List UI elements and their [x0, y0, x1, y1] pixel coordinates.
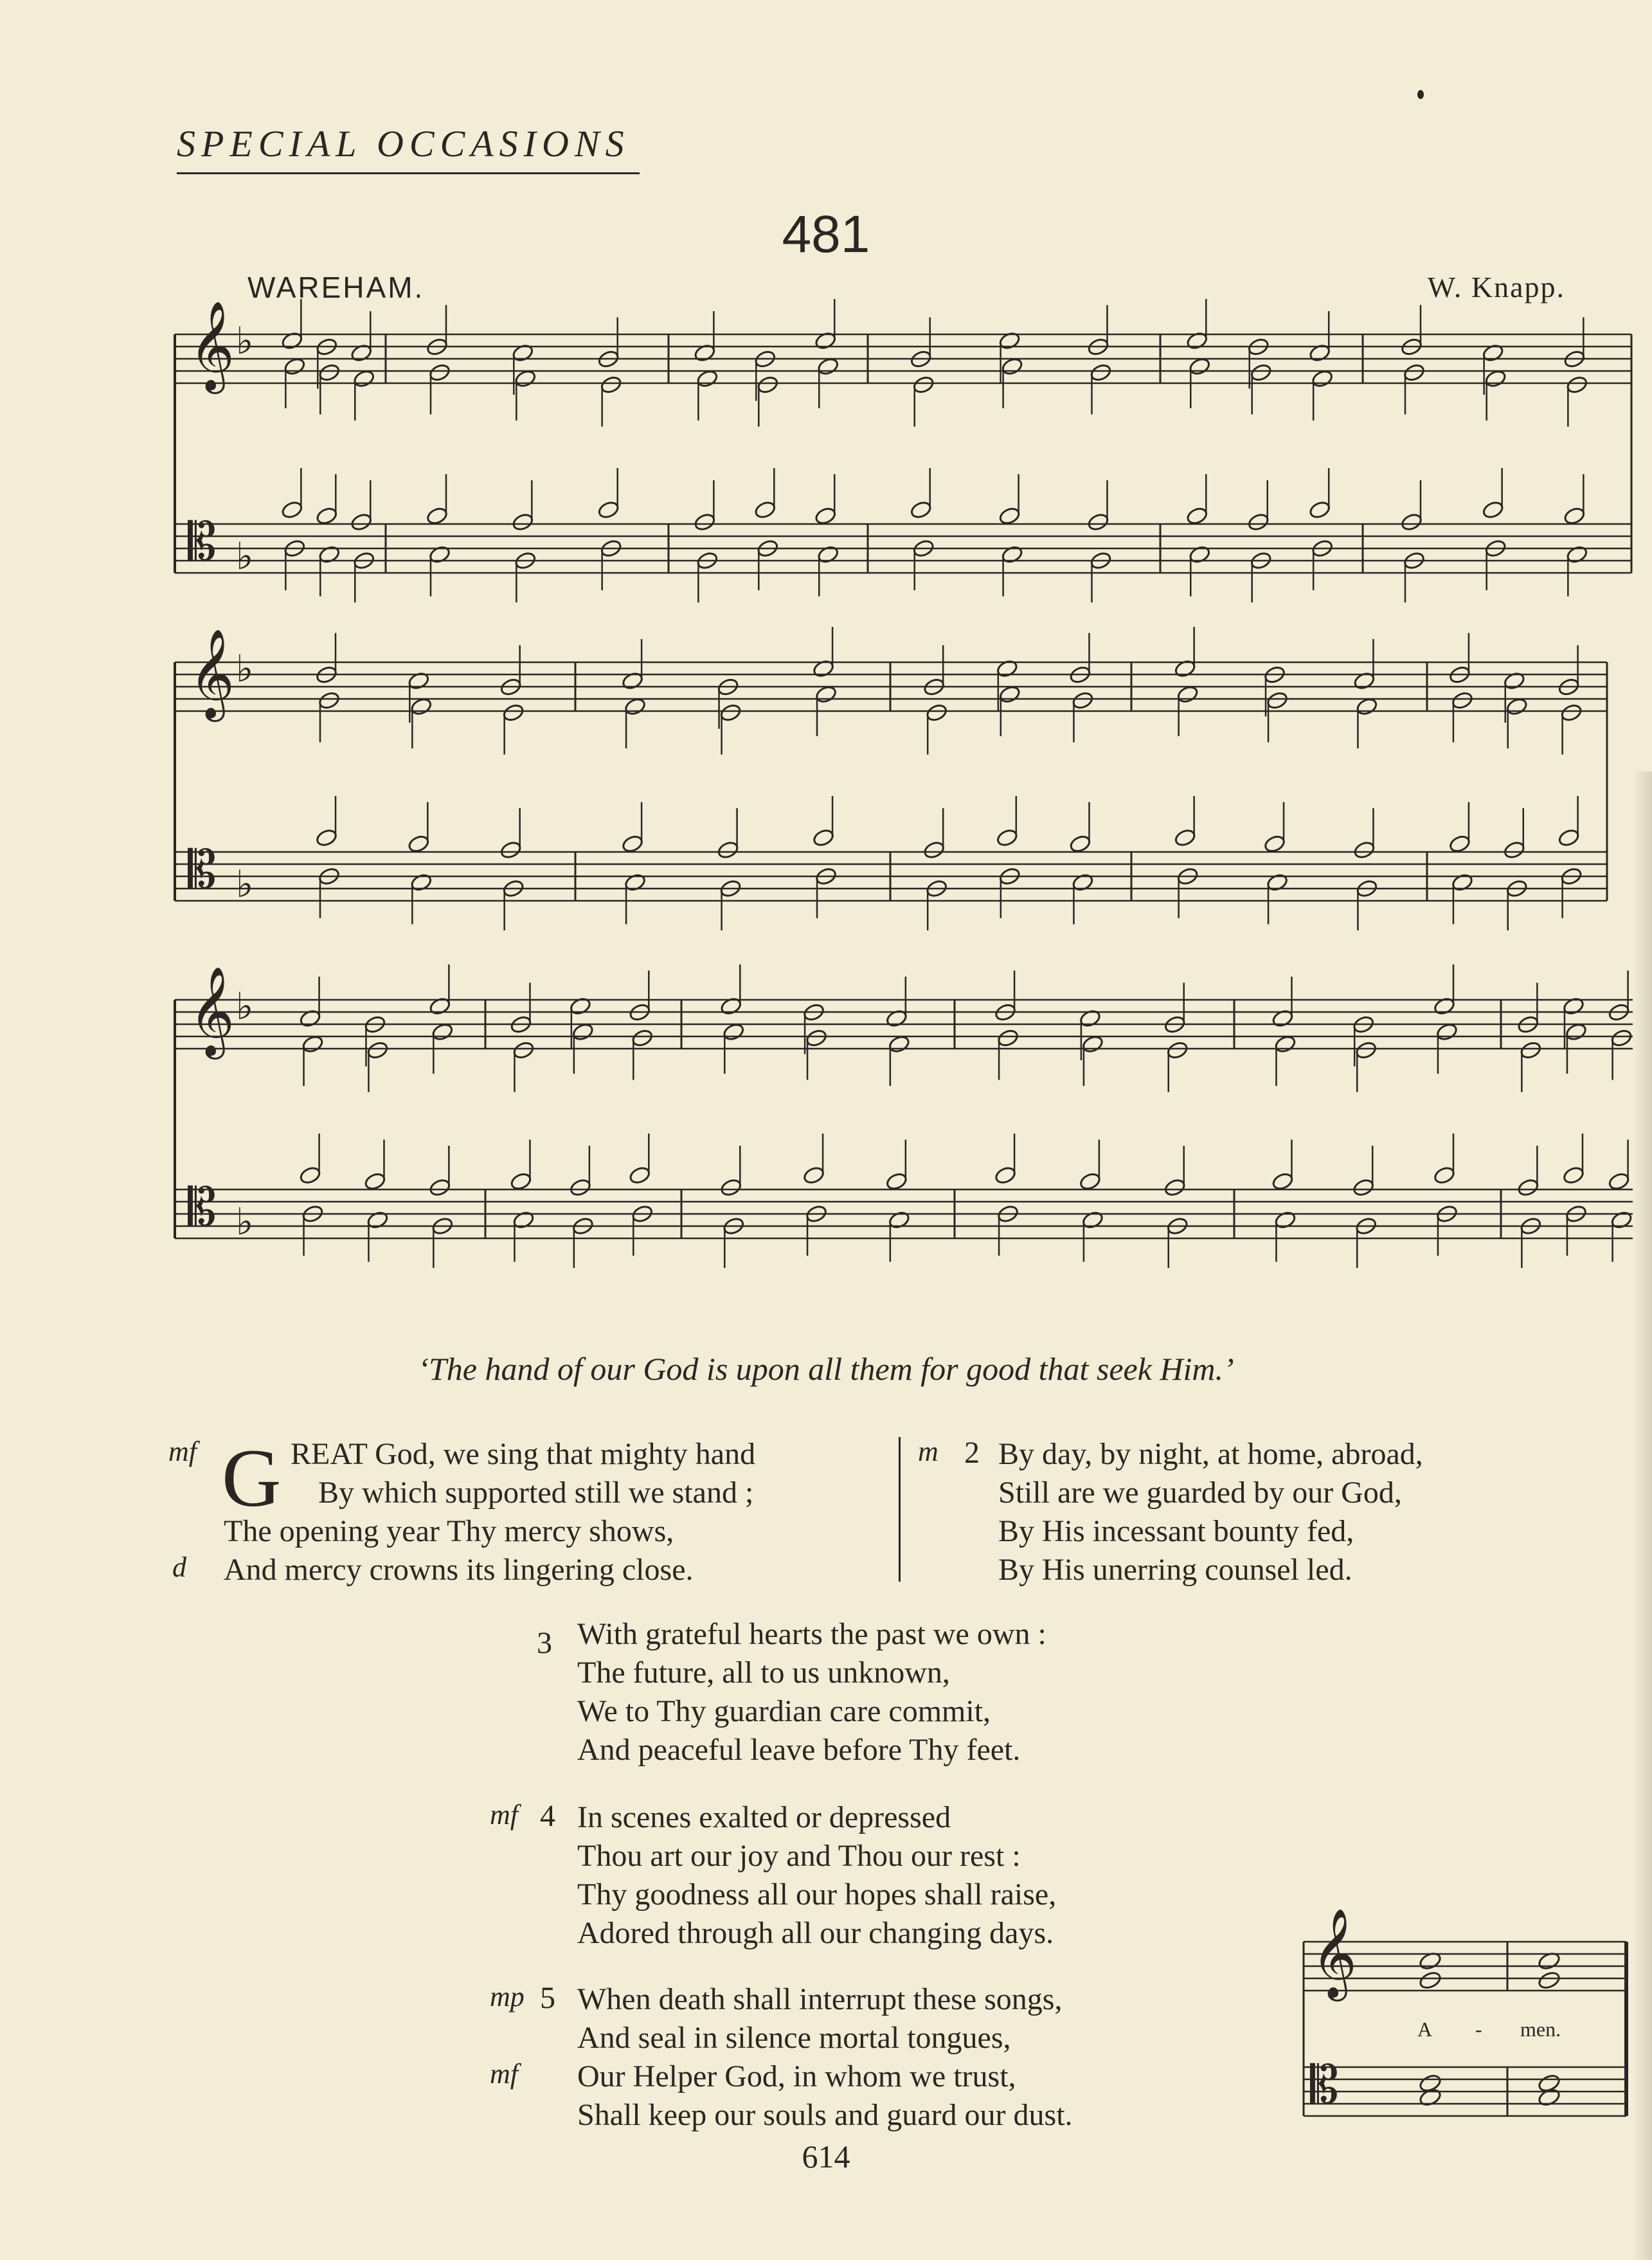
tenor-note	[499, 840, 523, 860]
tenor-note	[922, 840, 946, 860]
verse1-dynamic: mf	[168, 1436, 197, 1467]
bass-note	[1072, 872, 1095, 892]
verse-5: When death shall interrupt these songs, And seal in silence mortal tongues, Our Helper God, in whom we trust, Shall keep our souls and guard our dust.	[577, 1982, 1073, 2132]
tenor-note	[408, 834, 431, 854]
tenor-note	[426, 506, 449, 526]
alto-note	[1520, 1040, 1543, 1060]
alto-note	[1566, 375, 1589, 395]
tenor-note	[315, 506, 338, 526]
tenor-note	[429, 1178, 452, 1198]
tenor-note	[1400, 512, 1423, 532]
bass-note	[1188, 545, 1211, 565]
tenor-note	[1433, 1166, 1456, 1186]
bass-note	[624, 872, 647, 892]
verse5-line3-dynamic: mf	[490, 2058, 518, 2090]
tune-name: WAREHAM.	[247, 271, 425, 304]
flat-sign: ♭	[236, 647, 254, 691]
tenor-note	[802, 1166, 825, 1186]
tenor-note	[1503, 840, 1526, 860]
alto-note	[512, 1040, 535, 1060]
tenor-note	[1563, 506, 1586, 526]
alto-note	[1166, 1040, 1189, 1060]
alto-note	[1560, 703, 1583, 723]
treble-clef: 𝄞	[1311, 1908, 1357, 1998]
alto-note	[1354, 1040, 1378, 1060]
verse3-number: 3	[537, 1626, 552, 1660]
page-number: 614	[802, 2138, 850, 2174]
verse4-number: 4	[540, 1799, 555, 1833]
alto-note	[366, 1040, 390, 1060]
bass-note	[816, 545, 839, 565]
bass-note	[1451, 872, 1474, 892]
bass-note	[1001, 545, 1024, 565]
verse4-dynamic: mf	[490, 1799, 518, 1831]
tenor-note	[281, 500, 304, 520]
amen-syllable-a: A	[1417, 2018, 1433, 2041]
alto-note	[912, 375, 935, 395]
tenor-note	[1558, 828, 1581, 848]
tenor-note	[1079, 1171, 1102, 1191]
alto-note	[1266, 691, 1289, 710]
tenor-note	[996, 828, 1019, 848]
alto-note	[1451, 691, 1474, 710]
alto-note	[756, 375, 779, 395]
verse-1-line-2: By which supported still we stand ;	[318, 1476, 754, 1510]
page-edge-shadow	[1633, 772, 1652, 2260]
verse-4: In scenes exalted or depressed Thou art our joy and Thou our rest : Thy goodness all our hopes shall raise, Adored through all our changing days.	[577, 1800, 1057, 1950]
amen-note	[1537, 1970, 1561, 1991]
tenor-note	[994, 1166, 1017, 1186]
hymn-number: 481	[782, 205, 870, 264]
section-title: SPECIAL OCCASIONS	[177, 123, 630, 165]
tenor-note	[1562, 1166, 1585, 1186]
tenor-note	[694, 512, 717, 532]
bass-note	[888, 1210, 911, 1230]
tenor-note	[1263, 834, 1286, 854]
bass-note	[1266, 872, 1289, 892]
verse2-number: 2	[964, 1436, 980, 1470]
alto-note	[318, 363, 341, 383]
alto-note	[1403, 363, 1426, 383]
bass-note	[366, 1210, 390, 1230]
tenor-note	[814, 506, 837, 526]
alto-note	[1610, 1028, 1633, 1048]
treble-clef: 𝄞	[189, 966, 235, 1056]
flat-sign: ♭	[236, 534, 254, 578]
tenor-note	[1482, 500, 1505, 520]
tenor-note	[364, 1171, 387, 1191]
alto-note	[1090, 363, 1113, 383]
tenor-note	[1271, 1171, 1295, 1191]
tenor-note	[753, 500, 777, 520]
bass-note	[1610, 1210, 1633, 1230]
tenor-note	[1247, 512, 1270, 532]
tenor-note	[885, 1171, 908, 1191]
tenor-clef: 𝄡	[188, 840, 217, 899]
alto-note	[502, 703, 525, 723]
bass-note	[428, 545, 451, 565]
bass-note	[318, 545, 341, 565]
tenor-note	[315, 828, 338, 848]
treble-clef: 𝄞	[189, 301, 235, 390]
amen-hyphen: -	[1475, 2018, 1482, 2041]
amen-note	[1418, 1970, 1442, 1991]
alto-note	[428, 363, 451, 383]
bass-note	[410, 872, 433, 892]
tenor-clef: 𝄡	[188, 512, 217, 572]
tenor-note	[1308, 500, 1331, 520]
bass-note	[1566, 545, 1589, 565]
verse-3: With grateful hearts the past we own : The future, all to us unknown, We to Thy guardian care commit, And peaceful leave before Thy feet.	[577, 1617, 1046, 1767]
alto-note	[925, 703, 948, 723]
verse5-dynamic: mp	[490, 1981, 525, 2012]
alto-note	[719, 703, 742, 723]
tenor-clef: 𝄡	[1310, 2055, 1339, 2115]
tenor-note	[1448, 834, 1471, 854]
tenor-note	[1352, 1178, 1375, 1198]
amen-syllable-men: men.	[1520, 2018, 1561, 2041]
verse-1-line-1: REAT God, we sing that mighty hand	[291, 1437, 756, 1471]
treble-clef: 𝄞	[189, 629, 235, 718]
tenor-note	[1163, 1178, 1187, 1198]
tenor-note	[812, 828, 835, 848]
bass-note	[512, 1210, 535, 1230]
tenor-note	[350, 512, 373, 532]
flat-sign: ♭	[236, 1200, 254, 1243]
tenor-note	[569, 1178, 592, 1198]
tenor-note	[1174, 828, 1197, 848]
tenor-note	[510, 1171, 533, 1191]
alto-note	[1072, 691, 1095, 710]
tenor-note	[719, 1178, 742, 1198]
tenor-note	[621, 834, 644, 854]
verse1-line4-dynamic: d	[172, 1551, 186, 1583]
epigraph: ‘The hand of our God is upon all them for good that seek Him.’	[418, 1351, 1234, 1387]
verse-2: By day, by night, at home, abroad, Still are we guarded by our God, By His incessant bounty fed, By His unerring counsel led.	[998, 1437, 1423, 1587]
verse5-number: 5	[540, 1981, 555, 2015]
tenor-note	[512, 512, 535, 532]
composer-name: W. Knapp.	[1427, 271, 1565, 303]
flat-sign: ♭	[236, 984, 254, 1028]
alto-note	[318, 691, 341, 710]
column-divider	[899, 1437, 901, 1582]
flat-sign: ♭	[236, 319, 254, 363]
tenor-note	[910, 500, 933, 520]
alto-note	[805, 1028, 828, 1048]
tenor-note	[299, 1166, 322, 1186]
tenor-clef: 𝄡	[188, 1177, 217, 1237]
alto-note	[631, 1028, 654, 1048]
verse2-dynamic: m	[918, 1436, 938, 1467]
tenor-note	[998, 506, 1021, 526]
tenor-note	[1185, 506, 1208, 526]
tenor-note	[1517, 1178, 1540, 1198]
drop-cap: G	[222, 1433, 282, 1524]
tenor-note	[717, 840, 740, 860]
alto-note	[996, 1028, 1019, 1048]
verse-1-lines-3-4: The opening year Thy mercy shows, And mercy crowns its lingering close.	[224, 1514, 694, 1587]
bass-note	[1274, 1210, 1297, 1230]
tenor-note	[628, 1166, 651, 1186]
tenor-note	[1069, 834, 1092, 854]
tenor-note	[1353, 840, 1376, 860]
tenor-note	[1087, 512, 1110, 532]
tenor-note	[1608, 1171, 1631, 1191]
flat-sign: ♭	[236, 862, 254, 906]
alto-note	[600, 375, 623, 395]
alto-note	[1250, 363, 1273, 383]
bass-note	[1081, 1210, 1104, 1230]
tenor-note	[597, 500, 620, 520]
